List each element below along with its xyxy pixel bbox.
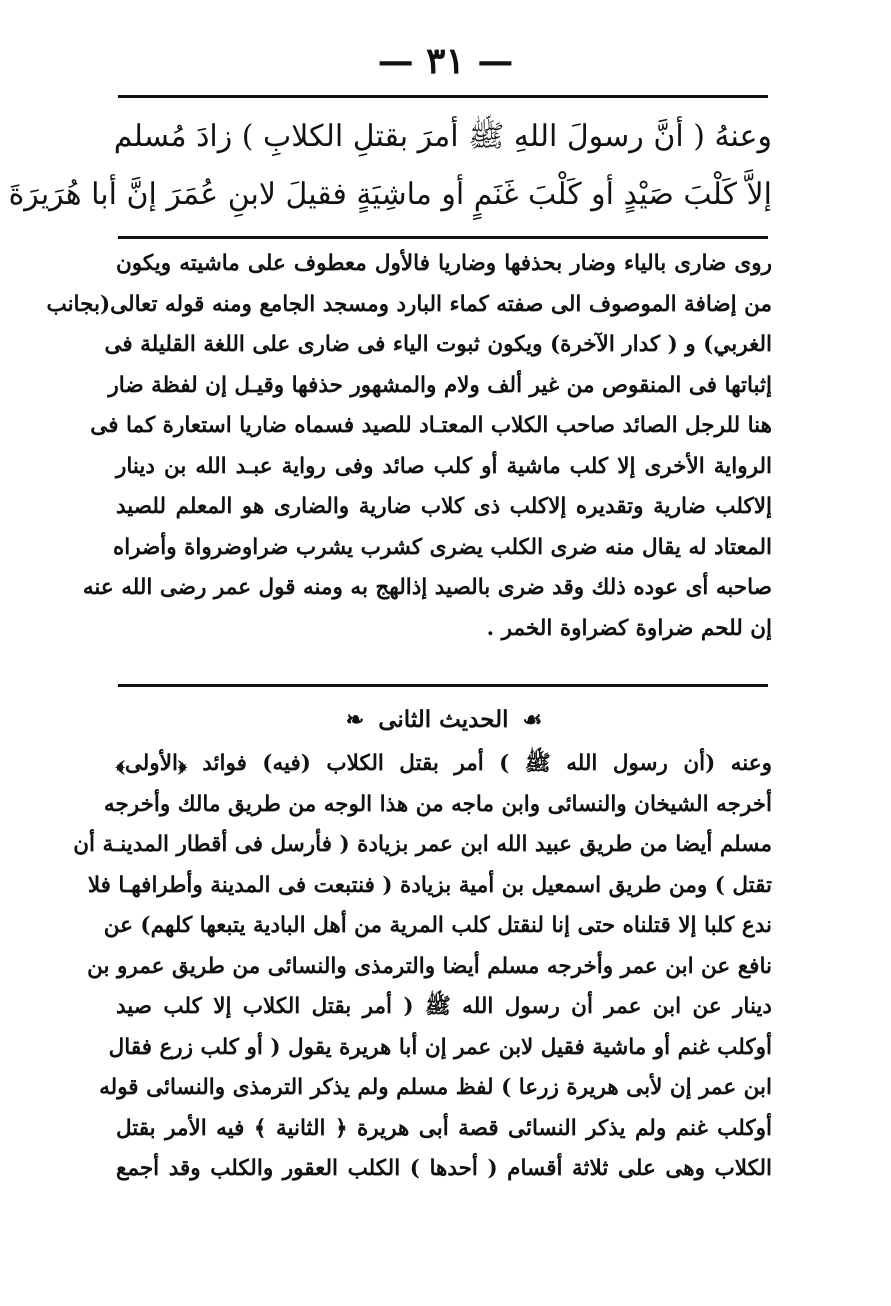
section-heading — [116, 700, 772, 740]
section-title: الحديث الثانى — [378, 706, 509, 733]
body-line: نافع عن ابن عمر وأخرجه مسلم أيضا والترمذى والنسائى من طريق عمرو بن — [87, 953, 772, 979]
commentary-line: روى ضارى بالياء وضار بحذفها وضاريا فالأول معطوف على ماشيته ويكون — [116, 251, 772, 276]
commentary-line: المعتاد له يقال منه ضرى الكلب يضرى كشرب يشرب ضراوضرواة وأضراه — [112, 534, 772, 560]
body-line: وعنه (أن رسول الله ﷺ ) أمر بقتل الكلاب (فيه) فوائد ﴿الأولى﴾ — [116, 751, 772, 776]
body-line: مسلم أيضا من طريق عبيد الله ابن عمر بزيادة ( فأرسل فى أقطار المدينـة أن — [73, 832, 772, 857]
commentary-divider — [118, 236, 768, 239]
hadith-line: وعنهُ ( أنَّ رسولَ اللهِ ﷺ أمرَ بقتلِ الكلابِ ) زادَ مُسلم — [113, 119, 772, 154]
ornament-right-icon: ❧ — [345, 707, 365, 733]
body-text-block — [73, 744, 772, 1190]
page-number: — ٣١ — — [377, 40, 514, 82]
commentary-line: هنا للرجل الصائد صاحب الكلاب المعتـاد للصيد فسماه ضاريا استعارة كما فى — [90, 413, 772, 438]
commentary-line: من إضافة الموصوف الى صفته كماء البارد ومسجد الجامع ومنه قوله تعالى(بجانب — [46, 291, 772, 317]
commentary-line: الرواية الأخرى إلا كلب ماشية أو كلب صائد وفى رواية عبـد الله بن دينار — [116, 453, 772, 479]
body-line: ندع كلبا إلا قتلناه حتى إنا لنقتل كلب المرية من أهل البادية يتبعها كلهم) عن — [103, 913, 772, 938]
commentary-line: إلاكلب ضارية وتقديره إلاكلب ذى كلاب ضارية والضارى هو المعلم للصيد — [116, 494, 772, 519]
body-line: ابن عمر إن لأبى هريرة زرعا ) لفظ مسلم ولم يذكر الترمذى والنسائى قوله — [99, 1075, 772, 1100]
hadith-text-block — [8, 108, 772, 224]
commentary-footnote — [46, 244, 772, 649]
section-divider — [118, 684, 768, 687]
body-line: أخرجه الشيخان والنسائى وابن ماجه من هذا الوجه من طريق مالك وأخرجه — [103, 791, 772, 817]
body-line: أوكلب غنم أو ماشية فقيل لابن عمر إن أبا هريرة يقول ( أو كلب زرع فقال — [108, 1034, 772, 1060]
body-line: الكلاب وهى على ثلاثة أقسام ( أحدها ) الكلب العقور والكلب وقد أجمع — [116, 1156, 772, 1181]
body-line: تقتل ) ومن طريق اسمعيل بن أمية بزيادة ( فنتبعت فى المدينة وأطرافهـا فلا — [87, 872, 772, 898]
commentary-line: صاحبه أى عوده ذلك وقد ضرى بالصيد إذالهج به ومنه قول عمر رضى الله عنه — [82, 575, 772, 600]
body-line: أوكلب غنم ولم يذكر النسائى قصة أبى هريرة ﴿ الثانية ﴾ فيه الأمر بقتل — [116, 1115, 772, 1141]
top-divider — [118, 95, 768, 98]
commentary-line: الغربي) و ( كدار الآخرة) ويكون ثبوت الياء فى ضارى على اللغة القليلة فى — [104, 332, 772, 357]
body-line: دينار عن ابن عمر أن رسول الله ﷺ ( أمر بقتل الكلاب إلا كلب صيد — [116, 994, 772, 1019]
commentary-line: إثباتها فى المنقوص من غير ألف ولام والمشهور حذفها وقيـل إن لفظة ضار — [108, 372, 772, 398]
hadith-line: إلاَّ كَلْبَ صَيْدٍ أو كَلْبَ غَنَمٍ أو ماشِيَةٍ فقيلَ لابنِ عُمَرَ إنَّ أبا هُرَيرَةَ — [8, 177, 772, 212]
commentary-line: إن للحم ضراوة كضراوة الخمر . — [486, 615, 772, 641]
ornament-left-icon: ☙ — [522, 707, 543, 733]
